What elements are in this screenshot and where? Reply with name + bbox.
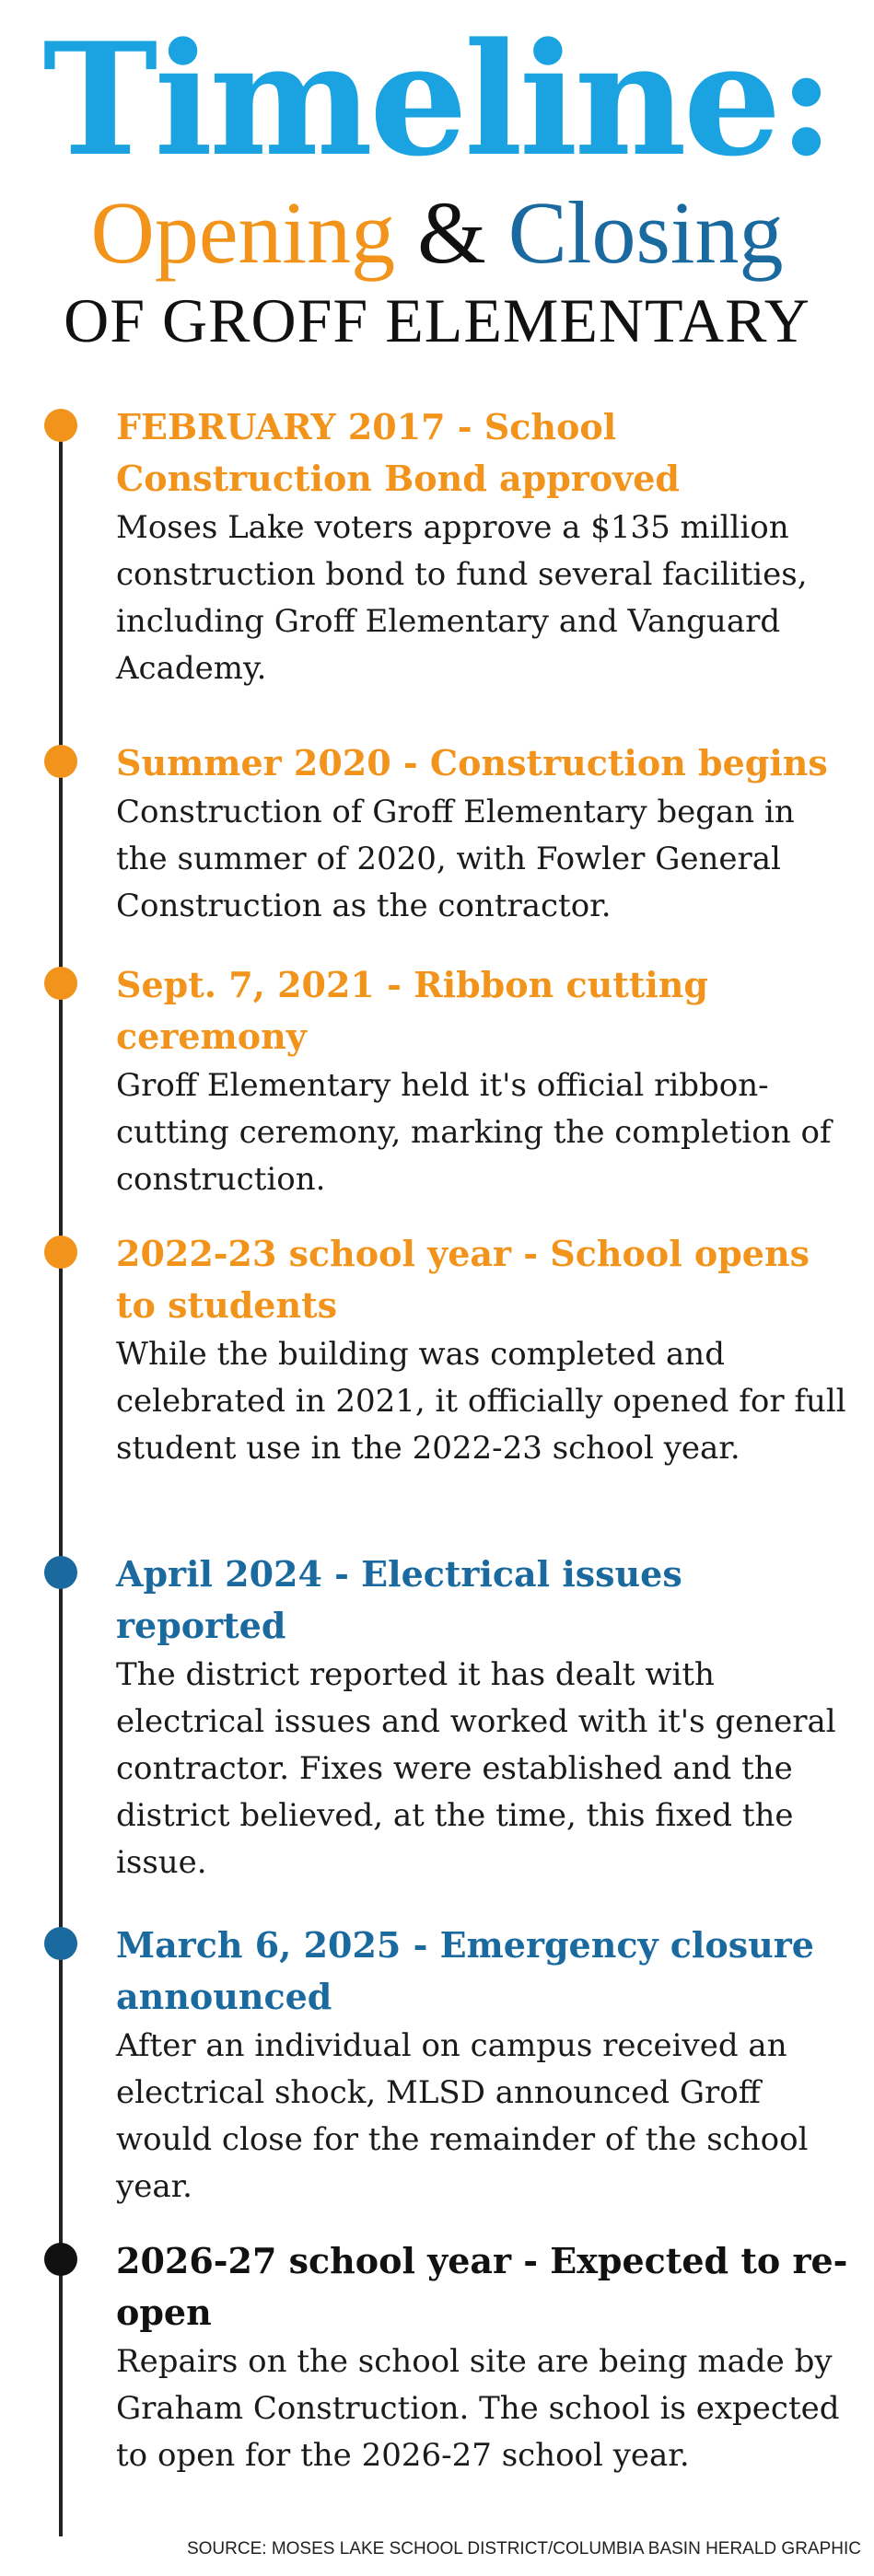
timeline-event-5: [116, 1549, 853, 1886]
timeline-event-4: [116, 1228, 853, 1472]
timeline-dot: [44, 745, 77, 778]
event-title: April 2024 - Electrical issues reported: [116, 1553, 682, 1646]
event-title: Sept. 7, 2021 - Ribbon cutting ceremony: [116, 964, 708, 1057]
event-title: March 6, 2025 - Emergency closure announced: [116, 1924, 814, 2017]
event-description: Groff Elementary held it's official ribbon-cutting ceremony, marking the completion of construction.: [116, 1067, 832, 1198]
event-title: FEBRUARY 2017 - School Construction Bond approved: [116, 406, 680, 499]
timeline-event-6: [116, 1920, 853, 2210]
timeline-dot: [44, 1556, 77, 1589]
tagline: OF GROFF ELEMENTARY: [64, 285, 810, 355]
event-description: The district reported it has dealt with electrical issues and worked with it's general contractor. Fixes were established and the district believed, at the time, this fixed the issue.: [116, 1656, 836, 1881]
event-description: Construction of Groff Elementary began in the summer of 2020, with Fowler General Construction as the contractor.: [116, 794, 795, 924]
page-title: Timeline:: [42, 8, 832, 191]
subtitle-opening: Opening: [90, 183, 396, 282]
source-credit: SOURCE: MOSES LAKE SCHOOL DISTRICT/COLUMBIA BASIN HERALD GRAPHIC: [186, 2539, 861, 2559]
timeline-event-7: [116, 2235, 853, 2479]
timeline-dot: [44, 409, 77, 442]
event-title: 2026-27 school year - Expected to re-open: [116, 2240, 848, 2333]
subtitle-closing: Closing: [507, 183, 784, 282]
event-description: While the building was completed and celebrated in 2021, it officially opened for full student use in the 2022-23 school year.: [116, 1336, 846, 1467]
event-title: Summer 2020 - Construction begins: [116, 742, 828, 783]
event-description: Repairs on the school site are being made by Graham Construction. The school is expected to open for the 2026-27 school year.: [116, 2343, 840, 2474]
timeline-event-3: [116, 959, 853, 1203]
timeline-dot: [44, 967, 77, 1000]
event-description: After an individual on campus received an electrical shock, MLSD announced Groff would close for the remainder of the school year.: [116, 2027, 809, 2205]
timeline-dot: [44, 1236, 77, 1269]
subtitle-ampersand: &: [417, 183, 486, 282]
timeline-dot: [44, 1927, 77, 1960]
event-title: 2022-23 school year - School opens to students: [116, 1233, 810, 1326]
subtitle: [0, 182, 874, 284]
event-description: Moses Lake voters approve a $135 million construction bond to fund several facilities, including Groff Elementary and Vanguard Academy.: [116, 509, 808, 687]
timeline-dot: [44, 2243, 77, 2276]
timeline-event-2: [116, 737, 853, 930]
timeline-event-1: [116, 401, 853, 692]
